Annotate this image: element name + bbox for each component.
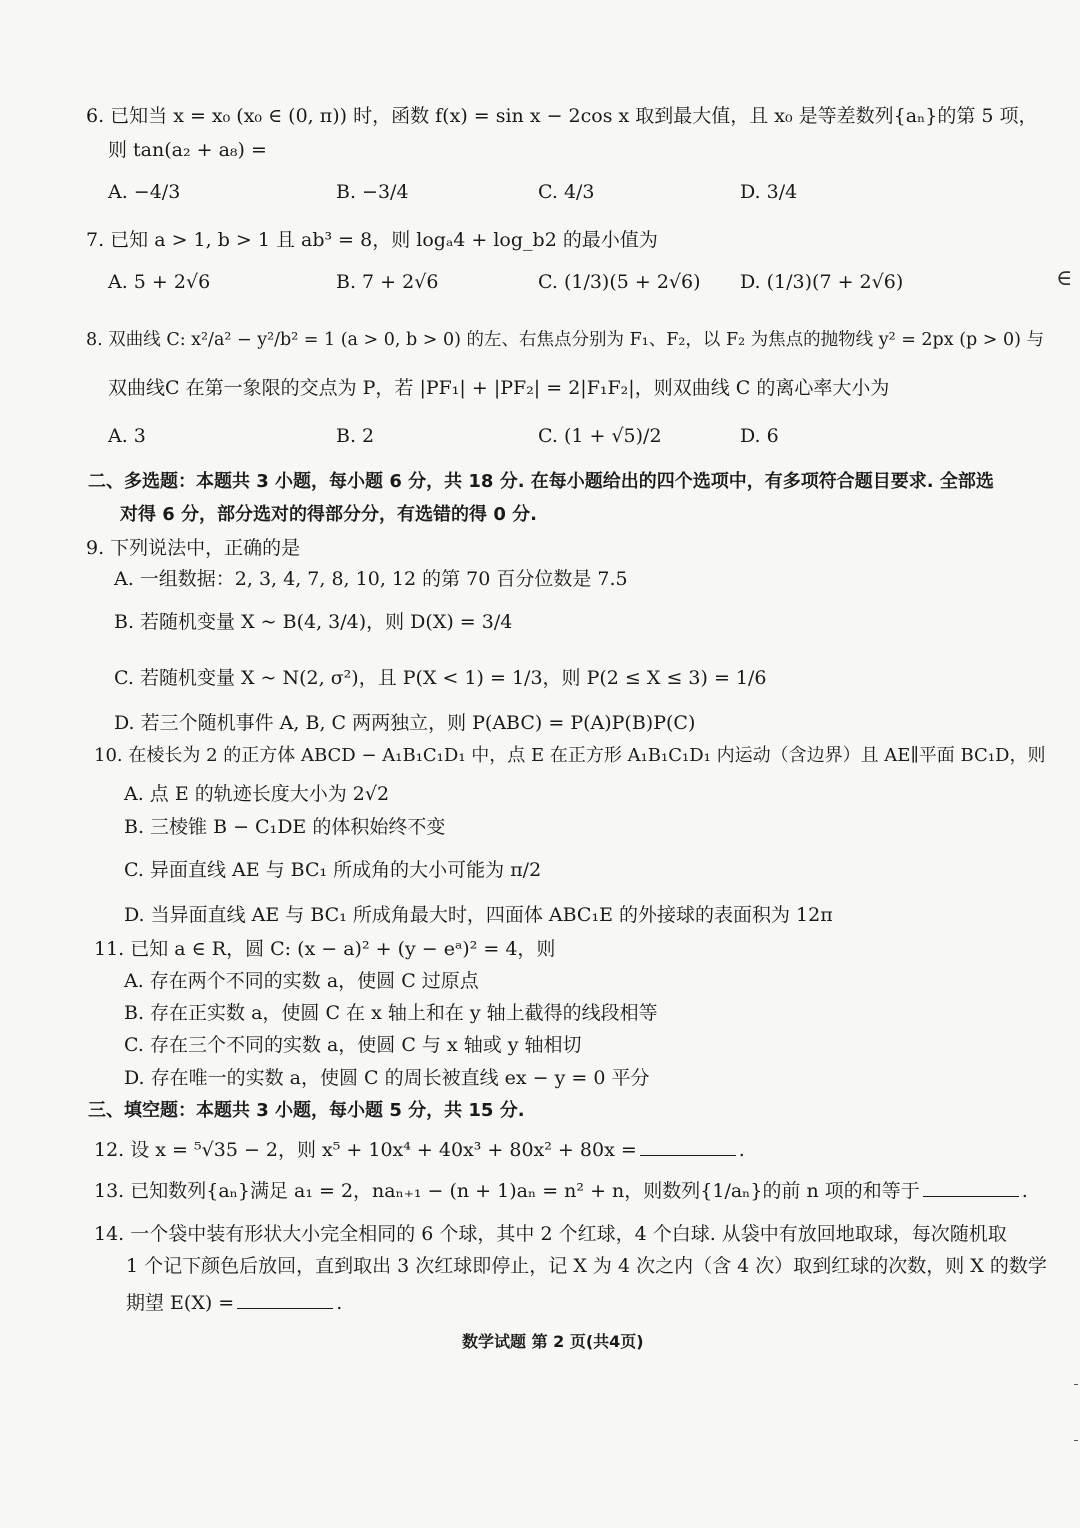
q11-option-d: D. 存在唯一的实数 a，使圆 C 的周长被直线 ex − y = 0 平分 (124, 1067, 650, 1089)
q6-stem-line2: 则 tan(a₂ + a₈) = (108, 139, 267, 161)
q7-option-a: A. 5 + 2√6 (108, 271, 211, 293)
q8-stem-line1: 8. 双曲线 C: x²/a² − y²/b² = 1 (a > 0, b > 0) 的左、右焦点分别为 F₁、F₂，以 F₂ 为焦点的抛物线 y² = 2px (p > 0) 与 (86, 330, 1045, 350)
scan-mark (1074, 1440, 1078, 1441)
q6-option-b: B. −3/4 (336, 181, 409, 203)
q9-option-d: D. 若三个随机事件 A, B, C 两两独立，则 P(ABC) = P(A)P(B)P(C) (114, 712, 696, 734)
q9-option-a: A. 一组数据：2, 3, 4, 7, 8, 10, 12 的第 70 百分位数是 7.5 (114, 568, 628, 590)
q11-option-c: C. 存在三个不同的实数 a，使圆 C 与 x 轴或 y 轴相切 (124, 1034, 582, 1056)
section-2-heading-line2: 对得 6 分，部分选对的得部分分，有选错的得 0 分. (120, 504, 537, 525)
q13-stem: 13. 已知数列{aₙ}满足 a₁ = 2，naₙ₊₁ − (n + 1)aₙ = n² + n，则数列{1/aₙ}的前 n 项的和等于 (94, 1180, 920, 1202)
q6-stem-line1: 6. 已知当 x = x₀ (x₀ ∈ (0, π)) 时，函数 f(x) = sin x − 2cos x 取到最大值，且 x₀ 是等差数列{aₙ}的第 5 项， (86, 105, 1038, 127)
q12-end: . (738, 1139, 745, 1161)
q10-option-d: D. 当异面直线 AE 与 BC₁ 所成角最大时，四面体 ABC₁E 的外接球的表面积为 12π (124, 904, 833, 926)
q11-stem: 11. 已知 a ∈ R，圆 C: (x − a)² + (y − eᵃ)² = 4，则 (94, 938, 556, 960)
q14-line3 (126, 1290, 342, 1315)
scan-mark (1074, 1384, 1078, 1385)
q12-line (94, 1137, 745, 1162)
page-footer: 数学试题 第 2 页(共4页) (462, 1332, 644, 1351)
q10-option-b: B. 三棱锥 B − C₁DE 的体积始终不变 (124, 816, 446, 838)
q8-stem-line2: 双曲线C 在第一象限的交点为 P，若 |PF₁| + |PF₂| = 2|F₁F₂|，则双曲线 C 的离心率大小为 (108, 377, 890, 399)
q13-end: . (1021, 1180, 1028, 1202)
q9-stem: 9. 下列说法中，正确的是 (86, 537, 301, 559)
q11-option-b: B. 存在正实数 a，使圆 C 在 x 轴上和在 y 轴上截得的线段相等 (124, 1002, 658, 1024)
q14-answer-blank[interactable] (237, 1290, 333, 1309)
q6-option-c: C. 4/3 (538, 181, 595, 203)
q9-option-c: C. 若随机变量 X ~ N(2, σ²)，且 P(X < 1) = 1/3，则 P(2 ≤ X ≤ 3) = 1/6 (114, 667, 767, 689)
q12-answer-blank[interactable] (640, 1137, 736, 1156)
q12-stem: 12. 设 x = ⁵√35 − 2，则 x⁵ + 10x⁴ + 40x³ + 80x² + 80x = (94, 1139, 637, 1161)
q13-line (94, 1178, 1028, 1203)
q7-option-d: D. (1/3)(7 + 2√6) (740, 271, 904, 293)
q10-option-a: A. 点 E 的轨迹长度大小为 2√2 (124, 783, 390, 805)
q9-option-b: B. 若随机变量 X ~ B(4, 3/4)，则 D(X) = 3/4 (114, 611, 513, 633)
q13-answer-blank[interactable] (923, 1178, 1019, 1197)
q14-end: . (336, 1292, 343, 1314)
q11-option-a: A. 存在两个不同的实数 a，使圆 C 过原点 (124, 970, 479, 992)
q8-option-a: A. 3 (108, 425, 146, 447)
q8-option-d: D. 6 (740, 425, 779, 447)
q6-option-a: A. −4/3 (108, 181, 181, 203)
q7-option-b: B. 7 + 2√6 (336, 271, 439, 293)
q14-line1: 14. 一个袋中装有形状大小完全相同的 6 个球，其中 2 个红球，4 个白球. 从袋中有放回地取球，每次随机取 (94, 1223, 1007, 1245)
q10-option-c: C. 异面直线 AE 与 BC₁ 所成角的大小可能为 π/2 (124, 859, 542, 881)
section-2-heading: 二、多选题：本题共 3 小题，每小题 6 分，共 18 分. 在每小题给出的四个选项中，有多项符合题目要求. 全部选 (88, 471, 994, 492)
q14-line2: 1 个记下颜色后放回，直到取出 3 次红球即停止，记 X 为 4 次之内（含 4 次）取到红球的次数，则 X 的数学 (126, 1255, 1047, 1277)
q8-option-b: B. 2 (336, 425, 375, 447)
q6-option-d: D. 3/4 (740, 181, 798, 203)
section-3-heading: 三、填空题：本题共 3 小题，每小题 5 分，共 15 分. (88, 1100, 525, 1121)
q8-option-c: C. (1 + √5)/2 (538, 425, 662, 447)
q7-option-c: C. (1/3)(5 + 2√6) (538, 271, 701, 293)
margin-mark: ∈ (1056, 266, 1073, 291)
q14-stem-end: 期望 E(X) = (126, 1292, 235, 1314)
q10-stem: 10. 在棱长为 2 的正方体 ABCD − A₁B₁C₁D₁ 中，点 E 在正方形 A₁B₁C₁D₁ 内运动（含边界）且 AE∥平面 BC₁D，则 (94, 745, 1046, 766)
q7-stem: 7. 已知 a > 1, b > 1 且 ab³ = 8，则 logₐ4 + log_b2 的最小值为 (86, 229, 658, 251)
